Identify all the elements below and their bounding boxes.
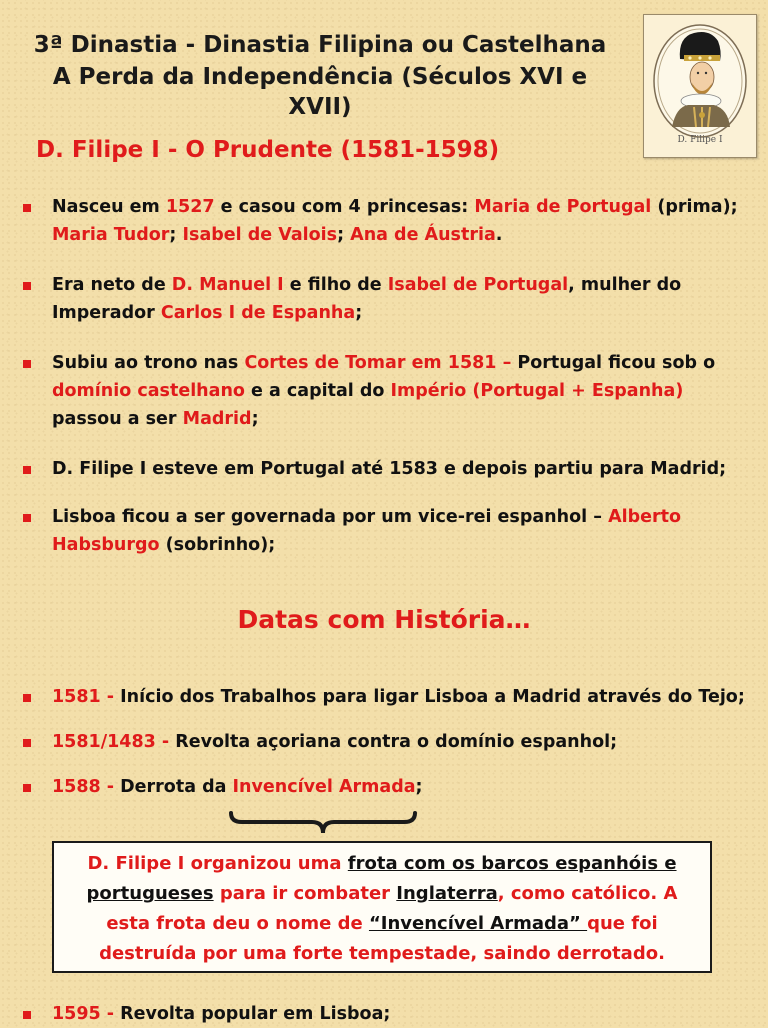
date-year: 1581 - [52,687,121,707]
bullet-square-icon [23,784,31,792]
date-text: ; [415,777,423,797]
birth-year: 1527 [165,197,215,217]
highlight: Império (Portugal + Espanha) [390,381,684,401]
bullet-square-icon [23,466,31,474]
father-name: Carlos I de Espanha [160,303,356,323]
text: D. Filipe I esteve em Portugal até 1583 e depois partiu para Madrid; [52,459,727,479]
bullet-madrid [20,455,750,483]
highlight: Cortes de Tomar em 1581 – [244,353,512,373]
bullet-square-icon [23,1011,31,1019]
bullet-square-icon [23,360,31,368]
bullet-square-icon [23,282,31,290]
box-highlight: “Invencível Armada” [368,913,588,934]
portrait-frame [643,14,757,158]
text: ; [169,225,183,245]
highlight: Madrid [182,409,252,429]
bullet-square-icon [23,514,31,522]
spouse-name: Maria de Portugal [474,197,652,217]
date-text: Revolta açoriana contra o domínio espanhol; [169,732,618,752]
text: passou a ser [52,409,183,429]
date-year: 1588 - [52,777,121,797]
text: e a capital do [244,381,391,401]
highlight: domínio castelhano [52,381,245,401]
text: Nasceu em [52,197,166,217]
text: Subiu ao trono nas [52,353,245,373]
armada-info-box [52,841,712,973]
spouse-name: Maria Tudor [52,225,170,245]
text: Portugal ficou sob o [511,353,716,373]
page-title-line2: A Perda da Independência (Séculos XVI e XVII) [52,64,588,120]
text: ; [337,225,351,245]
curly-brace-icon [228,810,418,836]
portrait-caption: D. Filipe I [677,135,723,145]
box-text: que foi destruída por uma forte tempestade, saindo derrotado. [99,913,665,964]
bullet-marriages [20,193,750,249]
text: Era neto de [52,275,172,295]
box-text: D. Filipe I organizou uma [87,853,348,874]
date-item [20,683,750,711]
bullet-square-icon [23,739,31,747]
date-year: 1595 - [52,1004,121,1024]
text: ; [355,303,363,323]
page-title-line1: 3ª Dinastia - Dinastia Filipina ou Castelhana [33,32,607,58]
bullet-square-icon [23,694,31,702]
date-item [20,773,750,801]
text: . [495,225,503,245]
text: , mulher do Imperador [52,275,682,323]
bullet-lineage [20,271,750,327]
highlight: Invencível Armada [232,777,416,797]
box-highlight: frota com os barcos espanhóis e portugueses [86,853,677,904]
mother-name: Isabel de Portugal [387,275,569,295]
grandfather-name: D. Manuel I [171,275,284,295]
date-text: Início dos Trabalhos para ligar Lisboa a Madrid através do Tejo; [120,687,745,707]
highlight: Alberto Habsburgo [52,507,682,555]
section-title: Datas com História… [237,605,531,634]
bullet-square-icon [23,204,31,212]
date-item [20,728,750,756]
spouse-name: Ana de Áustria [350,225,496,245]
box-text: , como católico. A esta frota deu o nome de [106,883,678,934]
box-text: para ir combater [213,883,397,904]
bullet-throne [20,349,750,433]
text: e filho de [283,275,388,295]
text: Lisboa ficou a ser governada por um vice-rei espanhol – [52,507,609,527]
section-subtitle: D. Filipe I - O Prudente (1581-1598) [36,137,500,163]
text: (sobrinho); [159,535,276,555]
text: ; [251,409,259,429]
date-year: 1581/1483 - [52,732,170,752]
box-highlight: Inglaterra [396,883,498,904]
text: (prima); [651,197,738,217]
spouse-name: Isabel de Valois [182,225,338,245]
date-text: Derrota da [120,777,233,797]
bullet-viceroy [20,503,750,559]
text: e casou com 4 princesas: [214,197,475,217]
date-text: Revolta popular em Lisboa; [120,1004,391,1024]
